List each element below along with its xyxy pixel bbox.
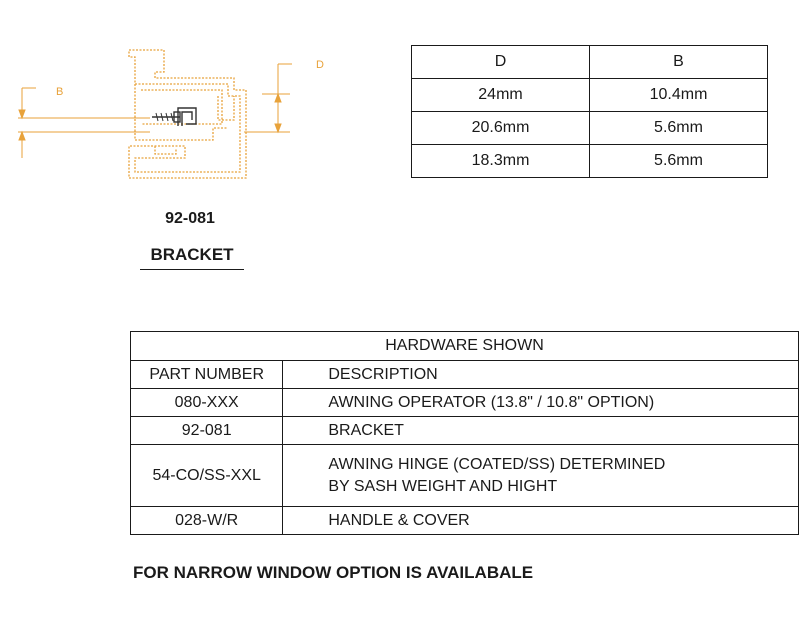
- header-b: B: [590, 46, 768, 79]
- hardware-table-header: [131, 361, 799, 389]
- header-d: D: [412, 46, 590, 79]
- description-cell: AWNING OPERATOR (13.8" / 10.8" OPTION): [283, 389, 799, 417]
- part-number-caption: 92-081: [165, 210, 215, 227]
- dimension-d-label: D: [316, 59, 324, 71]
- part-number-cell: 028-W/R: [131, 507, 283, 535]
- cell-d: 18.3mm: [412, 145, 590, 178]
- header-part-number: PART NUMBER: [131, 361, 283, 389]
- dimension-table: [411, 45, 768, 178]
- part-number-cell: 54-CO/SS-XXL: [131, 445, 283, 507]
- description-cell: [283, 445, 799, 507]
- bracket-profile-drawing: [0, 0, 420, 200]
- cell-d: 24mm: [412, 79, 590, 112]
- description-line: BY SASH WEIGHT AND HIGHT: [328, 477, 558, 495]
- cell-d: 20.6mm: [412, 112, 590, 145]
- narrow-window-note: FOR NARROW WINDOW OPTION IS AVAILABALE: [133, 563, 534, 582]
- cell-b: 5.6mm: [590, 145, 768, 178]
- hardware-table: [130, 331, 799, 535]
- part-name-caption: BRACKET: [140, 245, 244, 270]
- table-row: [131, 417, 799, 445]
- part-number-cell: 92-081: [131, 417, 283, 445]
- dimension-lines: [18, 64, 292, 158]
- table-row: [131, 389, 799, 417]
- profile-outline: [129, 50, 246, 178]
- table-row: [131, 445, 799, 507]
- part-number-cell: 080-XXX: [131, 389, 283, 417]
- description-cell: BRACKET: [283, 417, 799, 445]
- cell-b: 10.4mm: [590, 79, 768, 112]
- hardware-table-title-row: [131, 332, 799, 361]
- description-cell: HANDLE & COVER: [283, 507, 799, 535]
- table-row: [412, 112, 768, 145]
- cell-b: 5.6mm: [590, 112, 768, 145]
- table-row: [131, 507, 799, 535]
- dimension-b-label: B: [56, 86, 64, 98]
- table-row: [412, 79, 768, 112]
- hardware-table-title: HARDWARE SHOWN: [131, 332, 799, 361]
- dimension-table-header: [412, 46, 768, 79]
- bracket-hardware: [152, 108, 196, 126]
- header-description: DESCRIPTION: [283, 361, 799, 389]
- description-line: AWNING HINGE (COATED/SS) DETERMINED: [328, 455, 666, 473]
- table-row: [412, 145, 768, 178]
